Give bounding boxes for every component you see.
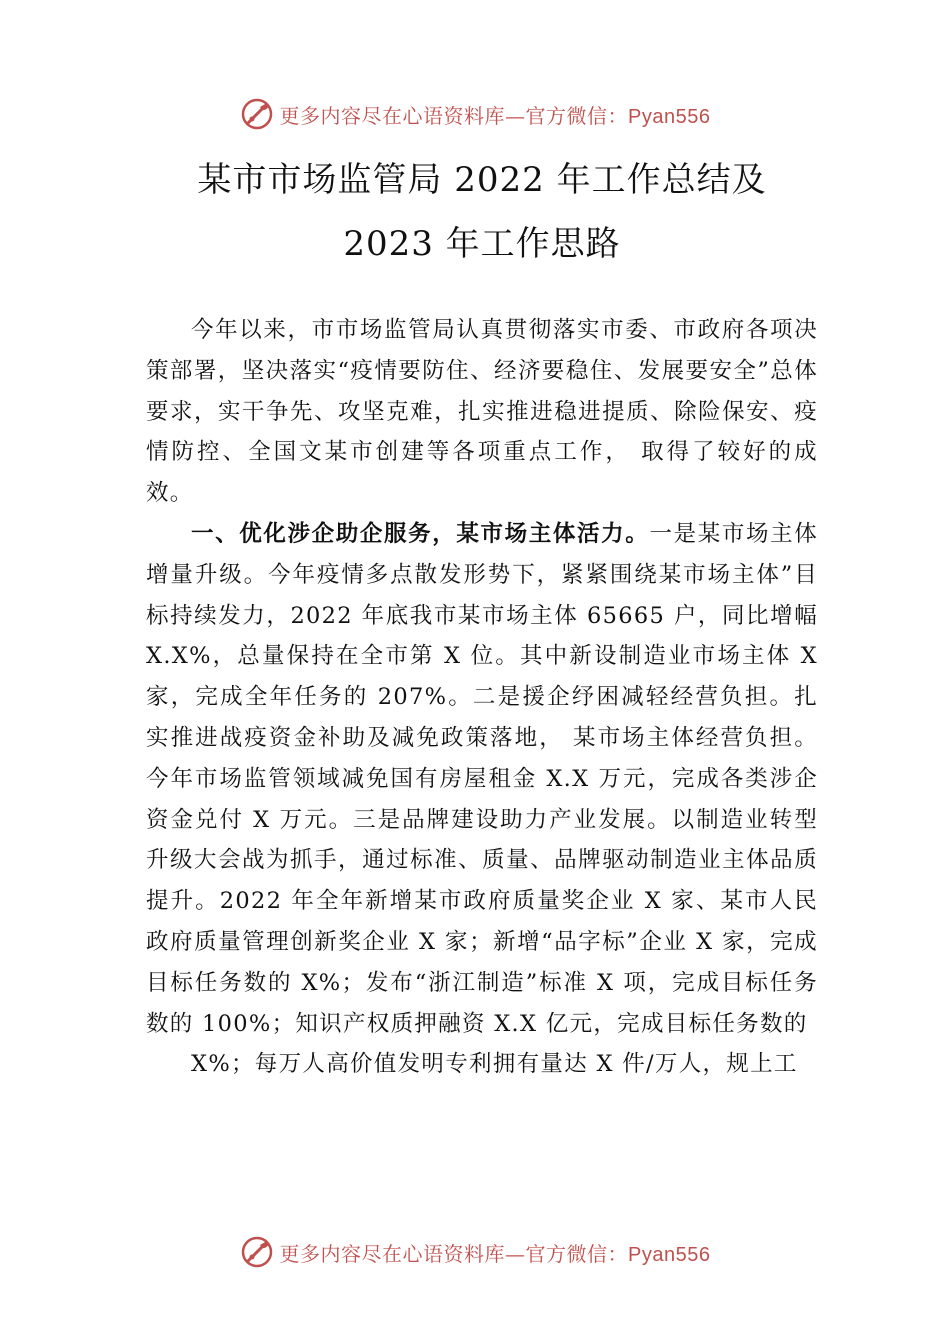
document-title: 某市市场监管局 2022 年工作总结及 2023 年工作思路: [197, 160, 767, 264]
section-1-continuation: X%；每万人高价值发明专利拥有量达 X 件/万人，规上工: [191, 1051, 798, 1078]
section-1-paragraph: [146, 514, 818, 1044]
wechat-handle: Pyan556: [628, 105, 711, 128]
banner-text: 更多内容尽在心语资料库—官方微信：: [279, 103, 629, 128]
wechat-handle: Pyan556: [628, 1243, 711, 1266]
banner-text: 更多内容尽在心语资料库—官方微信：: [279, 1241, 629, 1266]
section-1-heading: 一、优化涉企助企服务，某市场主体活力。: [191, 520, 650, 547]
footer-banner: [0, 1232, 950, 1272]
intro-paragraph: 今年以来，市市场监管局认真贯彻落实市委、市政府各项决策部署，坚决落实“疫情要防住、经济要稳住、发展要安全”总体要求，实干争先、攻坚克难，扎实推进稳进提质、除险保安、疫情防控、全国文某市创建等各项重点工作， 取得了较好的成效。: [146, 317, 818, 507]
header-banner: [0, 94, 950, 134]
brand-logo-icon: [240, 1235, 274, 1269]
brand-logo-icon: [240, 97, 274, 131]
document-body: [146, 310, 818, 1085]
banner-label: [280, 1238, 711, 1267]
section-1-body: 一是某市场主体增量升级。今年疫情多点散发形势下，紧紧围绕某市场主体”目标持续发力，2022 年底我市某市场主体 65665 户，同比增幅 X.X%，总量保持在全市第 X 位。其中新设制造业市场主体 X 家，完成全年任务的 207%。二是援企纾困减轻经营负担。扎实推进战疫资金补助及减免政策落地， 某市场主体经营负担。今年市场监管领域减免国有房屋租金 X.X 万元，完成各类涉企资金兑付 X 万元。三是品牌建设助力产业发展。以制造业转型升级大会战为抓手，通过标准、质量、品牌驱动制造业主体品质提升。2022 年全年新增某市政府质量奖企业 X 家、某市人民政府质量管理创新奖企业 X 家；新增“品字标”企业 X 家，完成目标任务数的 X%；发布“浙江制造”标准 X 项，完成目标任务数的 100%；知识产权质押融资 X.X 亿元，完成目标任务数的: [146, 520, 819, 1037]
banner-label: [280, 100, 711, 129]
